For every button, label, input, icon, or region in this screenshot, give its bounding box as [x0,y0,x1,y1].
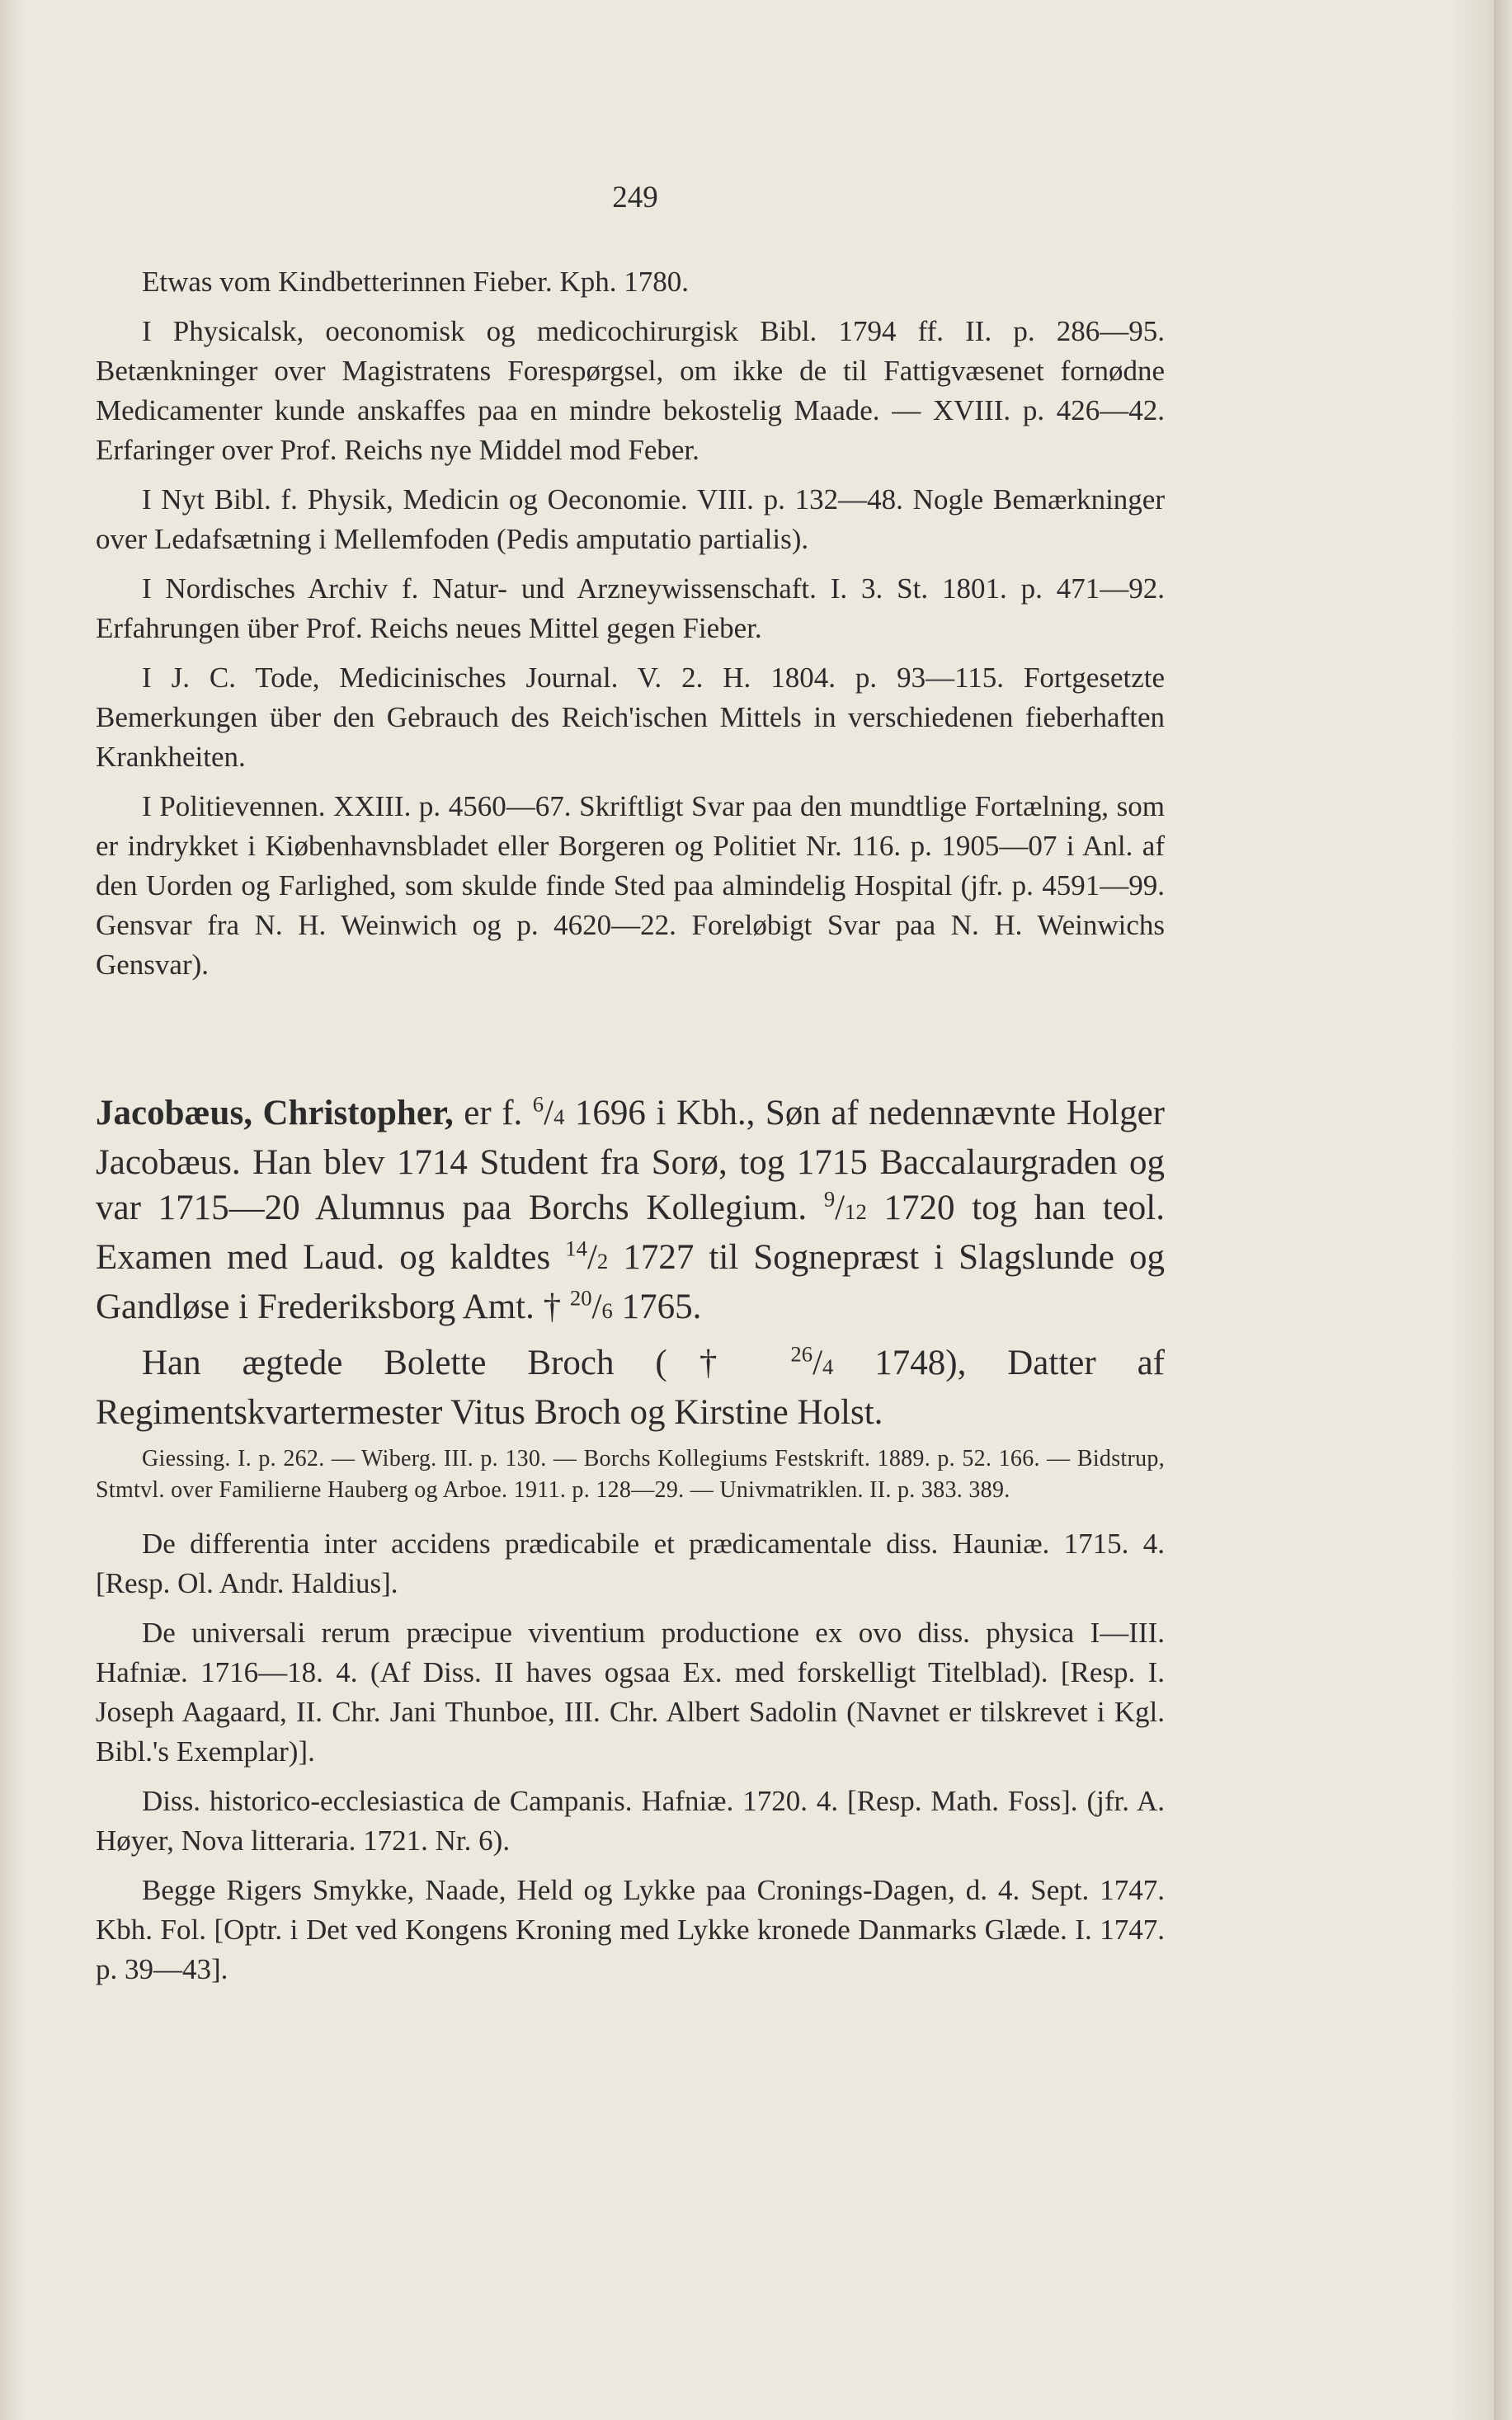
date-fraction-numerator: 9 [823,1186,836,1212]
entry-paragraph: I Physicalsk, oeconomisk og medicochirurgisk Bibl. 1794 ff. II. p. 286—95. Betænkninger over Magistratens Forespørgsel, om ikke de til Fattigvæsenet fornødne Medicamenter kunde anskaffes paa en mindre bekostelig Maade. — XVIII. p. 426—42. Erfaringer over Prof. Reichs nye Middel mod Feber. [96,315,1165,466]
date-fraction-denominator: 12 [845,1199,867,1224]
date-fraction-denominator: 2 [596,1249,609,1274]
work-entry: De universali rerum præcipue viventium productione ex ovo diss. physica I—III. Hafniæ. 1716—18. 4. (Af Diss. II haves ogsaa Ex. med forskelligt Titelblad). [Resp. I. Joseph Aagaard, II. Chr. Jani Thunboe, III. Chr. Albert Sadolin (Navnet er tilskrevet i Kgl. Bibl.'s Exemplar)]. [96,1617,1165,1768]
bio-text: 1727 til Sognepræst i Slagslunde og Gandløse i Frederiksborg Amt. † [96,1238,1165,1326]
work-entry: Begge Rigers Smykke, Naade, Held og Lykke paa Cronings-Dagen, d. 4. Sept. 1747. Kbh. Fol. [Optr. i Det ved Kongens Kroning med Lykke kronede Danmarks Glæde. I. 1747. p. 39—43]. [96,1874,1165,1985]
bio-text: er f. [453,1094,533,1132]
entry-paragraph: I Politievennen. XXIII. p. 4560—67. Skriftligt Svar paa den mundtlige Fortælning, som er indrykket i Kiøbenhavnsbladet eller Borgeren og Politiet Nr. 116. p. 1905—07 i Anl. af den Uorden og Farlighed, som skulde finde Sted paa almindelig Hospital (jfr. p. 4591—99. Gensvar fra N. H. Weinwich og p. 4620—22. Foreløbigt Svar paa N. H. Weinwichs Gensvar). [96,790,1165,981]
bio-text: 1720 tog han teol. Examen med Laud. og kaldtes [96,1189,1165,1277]
entry-paragraph: I Nordisches Archiv f. Natur- und Arzneywissenschaft. I. 3. St. 1801. p. 471—92. Erfahrungen über Prof. Reichs neues Mittel gegen Fieber. [96,572,1165,644]
biography-paragraph: Jacobæus, Christopher, er f. $^6$/4 1696 i Kbh., Søn af nedennævnte Holger Jacobæus. Han blev 1714 Student fra Sorø, tog 1715 Baccalaurgraden og var 1715—20 Alumnus paa Borchs Kollegium. $^9$/12 1720 tog han teol. Examen med Laud. og kaldtes $^{14}$/2 1727 til Sognepræst i Slagslunde og Gandløse i Frederiksborg Amt. † $^{20}$/6 1765. [96,1091,1166,1326]
biography-block [96,1090,1165,1999]
entry-paragraph: I Nyt Bibl. f. Physik, Medicin og Oeconomie. VIII. p. 132—48. Nogle Bemærkninger over Ledafsætning i Mellemfoden (Pedis amputatio partialis). [96,483,1165,555]
work-entry: Diss. historico-ecclesiastica de Campanis. Hafniæ. 1720. 4. [Resp. Math. Foss]. (jfr. A. Høyer, Nova litteraria. 1721. Nr. 6). [96,1785,1165,1857]
references-paragraph: Giessing. I. p. 262. — Wiberg. III. p. 130. — Borchs Kollegiums Festskrift. 1889. p. 52. 166. — Bidstrup, Stmtvl. over Familierne Hauberg og Arboe. 1911. p. 128—29. — Univmatriklen. II. p. 383. 389. [96,1446,1165,1503]
entry-paragraph: I J. C. Tode, Medicinisches Journal. V. 2. H. 1804. p. 93—115. Fortgesetzte Bemerkungen über den Gebrauch des Reich'ischen Mittels in verschiedenen fieberhaften Krankheiten. [96,661,1165,773]
biography-paragraph: Han ægtede Bolette Broch († $^{26}$/4 1748), Datter af Regimentskvartermester Vitus Broch og Kirstine Holst. [96,1341,1165,1432]
date-fraction-denominator: 4 [822,1354,834,1379]
bio-text: 1748), Datter af Regimentskvartermester Vitus Broch og Kirstine Holst. [96,1344,1165,1432]
date-fraction-numerator: 14 [565,1236,587,1261]
bio-text: 1696 i Kbh., Søn af nedennævnte Holger Jacobæus. Han blev 1714 Student fra Sorø, tog 1715 Baccalaurgraden og var 1715—20 Alumnus paa Borchs Kollegium. [96,1094,1166,1227]
work-entry: De differentia inter accidens prædicabile et prædicamentale diss. Hauniæ. 1715. 4. [Resp. Ol. Andr. Haldius]. [96,1528,1165,1599]
page-binding-edge [1494,0,1512,2420]
date-fraction-denominator: 4 [553,1104,565,1129]
person-name: Jacobæus, Christopher, [96,1094,454,1132]
bio-text: 1765. [612,1288,702,1326]
date-fraction-numerator: 6 [532,1091,544,1117]
page-number: 249 [612,181,658,214]
entry-paragraph: Etwas vom Kindbetterinnen Fieber. Kph. 1780. [142,266,689,298]
date-fraction-numerator: 26 [790,1341,813,1367]
bio-text: Han ægtede Bolette Broch († [142,1344,791,1382]
date-fraction-denominator: 6 [601,1298,613,1323]
top-entries-block [96,262,1165,995]
date-fraction-numerator: 20 [569,1285,592,1311]
